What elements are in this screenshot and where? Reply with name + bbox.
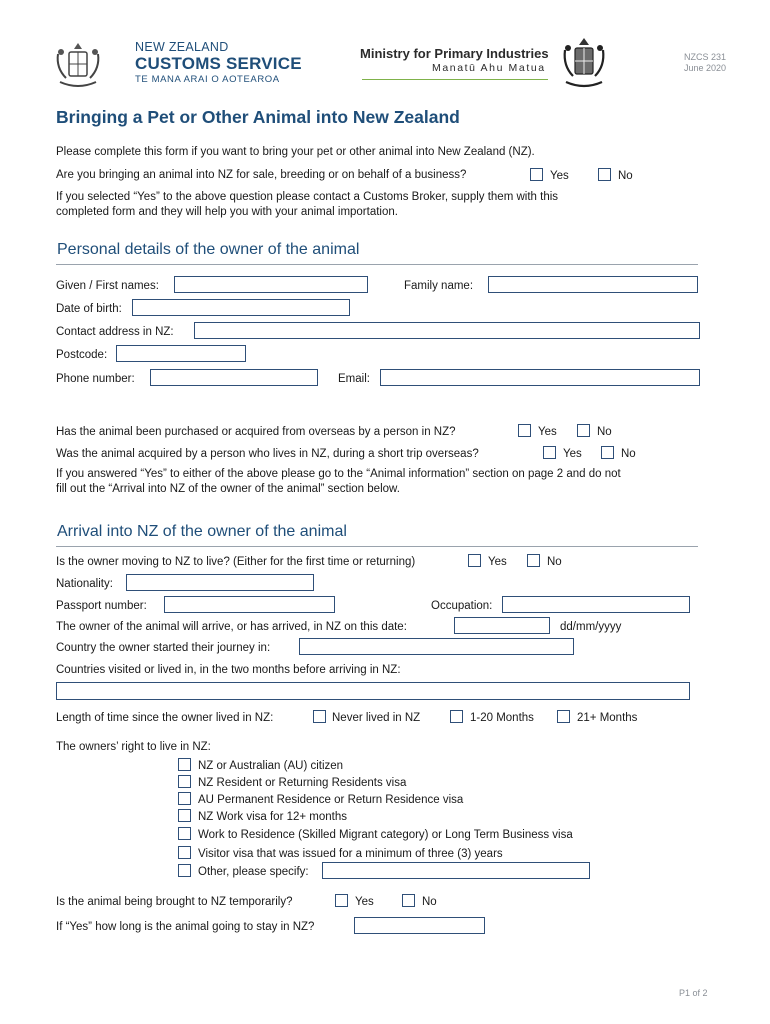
business-note-line2: completed form and they will help you with your animal importation. bbox=[56, 206, 398, 218]
form-date: June 2020 bbox=[684, 63, 727, 73]
given-names-label: Given / First names: bbox=[56, 280, 159, 292]
family-name-field[interactable] bbox=[488, 276, 698, 293]
passport-label: Passport number: bbox=[56, 600, 147, 612]
purchased-yes-checkbox[interactable] bbox=[518, 424, 531, 437]
family-name-label: Family name: bbox=[404, 280, 474, 292]
intro-text: Please complete this form if you want to bring your pet or other animal into New Zealand (NZ). bbox=[56, 146, 535, 158]
short-trip-yes-label: Yes bbox=[563, 448, 582, 460]
right-option-checkbox[interactable] bbox=[178, 758, 191, 771]
length-question: Length of time since the owner lived in NZ: bbox=[56, 712, 274, 724]
right-option-label: AU Permanent Residence or Return Residence visa bbox=[198, 794, 464, 806]
short-trip-no-checkbox[interactable] bbox=[601, 446, 614, 459]
right-option-checkbox[interactable] bbox=[178, 775, 191, 788]
right-option-checkbox[interactable] bbox=[178, 827, 191, 840]
occupation-label: Occupation: bbox=[431, 600, 493, 612]
moving-yes-label: Yes bbox=[488, 556, 507, 568]
arrival-heading-rule bbox=[56, 546, 698, 547]
purchased-no-label: No bbox=[597, 426, 612, 438]
temporary-yes-label: Yes bbox=[355, 896, 374, 908]
temporary-no-checkbox[interactable] bbox=[402, 894, 415, 907]
arrival-date-field[interactable] bbox=[454, 617, 550, 634]
right-option-label: NZ or Australian (AU) citizen bbox=[198, 760, 344, 772]
personal-note-line2: fill out the “Arrival into NZ of the owner of the animal” section below. bbox=[56, 483, 400, 495]
arrival-heading: Arrival into NZ of the owner of the animal bbox=[57, 523, 347, 540]
right-to-live-label: The owners’ right to live in NZ: bbox=[56, 741, 211, 753]
temporary-no-label: No bbox=[422, 896, 437, 908]
short-trip-question: Was the animal acquired by a person who lives in NZ, during a short trip overseas? bbox=[56, 448, 479, 460]
phone-field[interactable] bbox=[150, 369, 318, 386]
customs-name-line2: CUSTOMS SERVICE bbox=[135, 54, 302, 73]
customs-name-line1: NEW ZEALAND bbox=[135, 40, 229, 54]
form-code: NZCS 231 bbox=[684, 52, 727, 62]
email-label: Email: bbox=[338, 373, 370, 385]
right-option-checkbox[interactable] bbox=[178, 792, 191, 805]
purchased-question: Has the animal been purchased or acquired from overseas by a person in NZ? bbox=[56, 426, 456, 438]
months-21-plus-label: 21+ Months bbox=[577, 712, 638, 724]
mpi-name: Ministry for Primary Industries bbox=[360, 46, 549, 61]
personal-heading-rule bbox=[56, 264, 698, 265]
short-trip-no-label: No bbox=[621, 448, 636, 460]
right-option-checkbox[interactable] bbox=[178, 846, 191, 859]
mpi-maori-name: Manatū Ahu Matua bbox=[432, 62, 546, 74]
dob-label: Date of birth: bbox=[56, 303, 122, 315]
phone-label: Phone number: bbox=[56, 373, 135, 385]
customs-name-line3: TE MANA ARAI O AOTEAROA bbox=[135, 74, 280, 85]
nationality-label: Nationality: bbox=[56, 578, 113, 590]
business-yes-label: Yes bbox=[550, 170, 569, 182]
nationality-field[interactable] bbox=[126, 574, 314, 591]
never-lived-checkbox[interactable] bbox=[313, 710, 326, 723]
temporary-question: Is the animal being brought to NZ temporarily? bbox=[56, 896, 293, 908]
moving-question: Is the owner moving to NZ to live? (Either for the first time or returning) bbox=[56, 556, 416, 568]
page-number: P1 of 2 bbox=[679, 988, 708, 998]
moving-yes-checkbox[interactable] bbox=[468, 554, 481, 567]
personal-details-heading: Personal details of the owner of the animal bbox=[57, 241, 360, 258]
occupation-field[interactable] bbox=[502, 596, 690, 613]
right-option-checkbox[interactable] bbox=[178, 864, 191, 877]
form-title: Bringing a Pet or Other Animal into New Zealand bbox=[56, 107, 460, 127]
purchased-no-checkbox[interactable] bbox=[577, 424, 590, 437]
mpi-underline bbox=[362, 79, 548, 80]
given-names-field[interactable] bbox=[174, 276, 368, 293]
right-option-label: NZ Work visa for 12+ months bbox=[198, 811, 348, 823]
months-1-20-checkbox[interactable] bbox=[450, 710, 463, 723]
right-option-label: Visitor visa that was issued for a minimum of three (3) years bbox=[198, 848, 503, 860]
countries-visited-label: Countries visited or lived in, in the two months before arriving in NZ: bbox=[56, 664, 401, 676]
never-lived-label: Never lived in NZ bbox=[332, 712, 421, 724]
dob-field[interactable] bbox=[132, 299, 350, 316]
moving-no-label: No bbox=[547, 556, 562, 568]
passport-field[interactable] bbox=[164, 596, 335, 613]
email-field[interactable] bbox=[380, 369, 700, 386]
right-option-label: Work to Residence (Skilled Migrant category) or Long Term Business visa bbox=[198, 829, 573, 841]
business-question: Are you bringing an animal into NZ for sale, breeding or on behalf of a business? bbox=[56, 169, 467, 181]
months-21-plus-checkbox[interactable] bbox=[557, 710, 570, 723]
stay-question: If “Yes” how long is the animal going to stay in NZ? bbox=[56, 921, 315, 933]
right-option-label: NZ Resident or Returning Residents visa bbox=[198, 777, 407, 789]
address-label: Contact address in NZ: bbox=[56, 326, 174, 338]
journey-country-field[interactable] bbox=[299, 638, 574, 655]
right-option-checkbox[interactable] bbox=[178, 809, 191, 822]
nz-coat-of-arms-logo-right bbox=[560, 36, 608, 92]
stay-duration-field[interactable] bbox=[354, 917, 485, 934]
moving-no-checkbox[interactable] bbox=[527, 554, 540, 567]
business-no-label: No bbox=[618, 170, 633, 182]
temporary-yes-checkbox[interactable] bbox=[335, 894, 348, 907]
arrival-date-label: The owner of the animal will arrive, or has arrived, in NZ on this date: bbox=[56, 621, 407, 633]
nz-coat-of-arms-logo-left bbox=[52, 40, 104, 90]
countries-visited-field[interactable] bbox=[56, 682, 690, 700]
personal-note-line1: If you answered “Yes” to either of the above please go to the “Animal information” section on page 2 and do not bbox=[56, 468, 621, 480]
other-specify-field[interactable] bbox=[322, 862, 590, 879]
journey-country-label: Country the owner started their journey in: bbox=[56, 642, 271, 654]
date-format-hint: dd/mm/yyyy bbox=[560, 621, 622, 633]
short-trip-yes-checkbox[interactable] bbox=[543, 446, 556, 459]
right-option-label: Other, please specify: bbox=[198, 866, 309, 878]
postcode-label: Postcode: bbox=[56, 349, 108, 361]
purchased-yes-label: Yes bbox=[538, 426, 557, 438]
business-no-checkbox[interactable] bbox=[598, 168, 611, 181]
months-1-20-label: 1-20 Months bbox=[470, 712, 534, 724]
business-note-line1: If you selected “Yes” to the above question please contact a Customs Broker, supply them with this bbox=[56, 191, 559, 203]
postcode-field[interactable] bbox=[116, 345, 246, 362]
address-field[interactable] bbox=[194, 322, 700, 339]
business-yes-checkbox[interactable] bbox=[530, 168, 543, 181]
